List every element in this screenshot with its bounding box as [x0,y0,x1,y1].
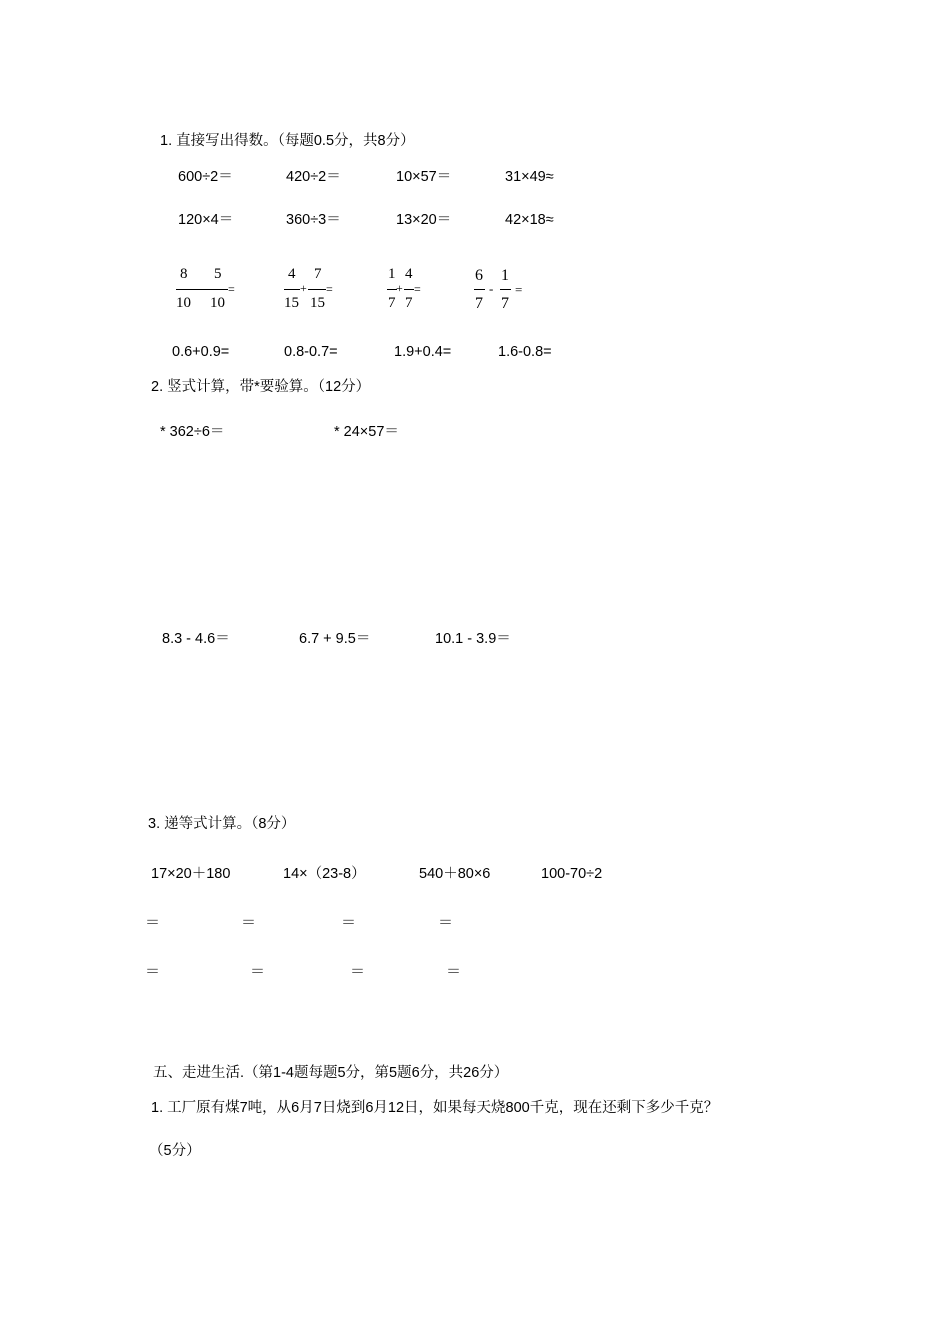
equals-sign: ＝ [145,963,161,980]
denominator: 10 [176,295,191,311]
problem: 600÷2＝ [178,169,233,185]
fraction-problem [284,267,348,315]
problem: 31×49≈ [505,169,554,185]
equals-sign: ＝ [438,914,454,931]
score-note: （5分） [149,1143,201,1159]
equals-sign: ＝ [341,914,357,931]
operator: + [300,281,307,295]
fraction-bar [176,289,228,290]
equals-sign: ＝ [446,963,462,980]
equals-sign: ＝ [350,963,366,980]
equals-sign: ＝ [250,963,266,980]
fraction-bar [404,289,414,290]
problem: 10.1 - 3.9＝ [435,631,511,647]
equals: = [228,282,235,296]
numerator: 8 [180,266,188,282]
numerator: 1 [501,267,509,284]
equals-sign: ＝ [145,914,161,931]
fraction-problem [176,267,240,315]
problem: * 362÷6＝ [160,424,225,440]
word-problem: 1. 工厂原有煤7吨，从6月7日烧到6月12日，如果每天烧800千克，现在还剩下多少千克？ [151,1100,719,1116]
expression: 17×20＋180 [151,866,231,882]
section3-title: 3. 递等式计算。（8分） [148,816,296,832]
numerator: 1 [388,266,396,282]
problem: 360÷3＝ [286,212,341,228]
numerator: 4 [288,266,296,282]
fraction-bar [284,289,300,290]
denominator: 15 [284,295,299,311]
denominator: 7 [405,295,413,311]
denominator: 7 [501,295,509,312]
fraction-bar [500,289,511,290]
problem: 0.8-0.7= [284,344,338,360]
fraction-problem [474,268,530,316]
denominator: 7 [388,295,396,311]
problem: 8.3 - 4.6＝ [162,631,230,647]
problem: 120×4＝ [178,212,234,228]
problem: 10×57＝ [396,169,452,185]
denominator: 10 [210,295,225,311]
equals: = [326,282,333,296]
problem: * 24×57＝ [334,424,399,440]
equals: = [515,282,523,297]
denominator: 15 [310,295,325,311]
problem: 13×20＝ [396,212,452,228]
expression: 14×（23-8） [283,866,366,882]
expression: 100-70÷2 [541,866,603,882]
fraction-bar [308,289,326,290]
numerator: 7 [314,266,322,282]
problem: 42×18≈ [505,212,554,228]
numerator: 5 [214,266,222,282]
section1-title: 1. 直接写出得数。（每题0.5分，共8分） [160,133,415,149]
problem: 0.6+0.9= [172,344,230,360]
operator: - [489,281,494,296]
denominator: 7 [475,295,483,312]
section5-title: 五、走进生活.（第1-4题每题5分，第5题6分，共26分） [153,1065,509,1081]
problem: 1.9+0.4= [394,344,452,360]
section2-title: 2. 竖式计算，带*要验算。（12分） [151,379,371,395]
operator: + [396,281,403,295]
problem: 1.6-0.8= [498,344,552,360]
problem: 6.7 + 9.5＝ [299,631,371,647]
numerator: 4 [405,266,413,282]
expression: 540＋80×6 [419,866,491,882]
equals: = [414,282,421,296]
problem: 420÷2＝ [286,169,341,185]
fraction-problem [387,267,437,315]
fraction-bar [474,289,485,290]
numerator: 6 [475,267,483,284]
equals-sign: ＝ [241,914,257,931]
